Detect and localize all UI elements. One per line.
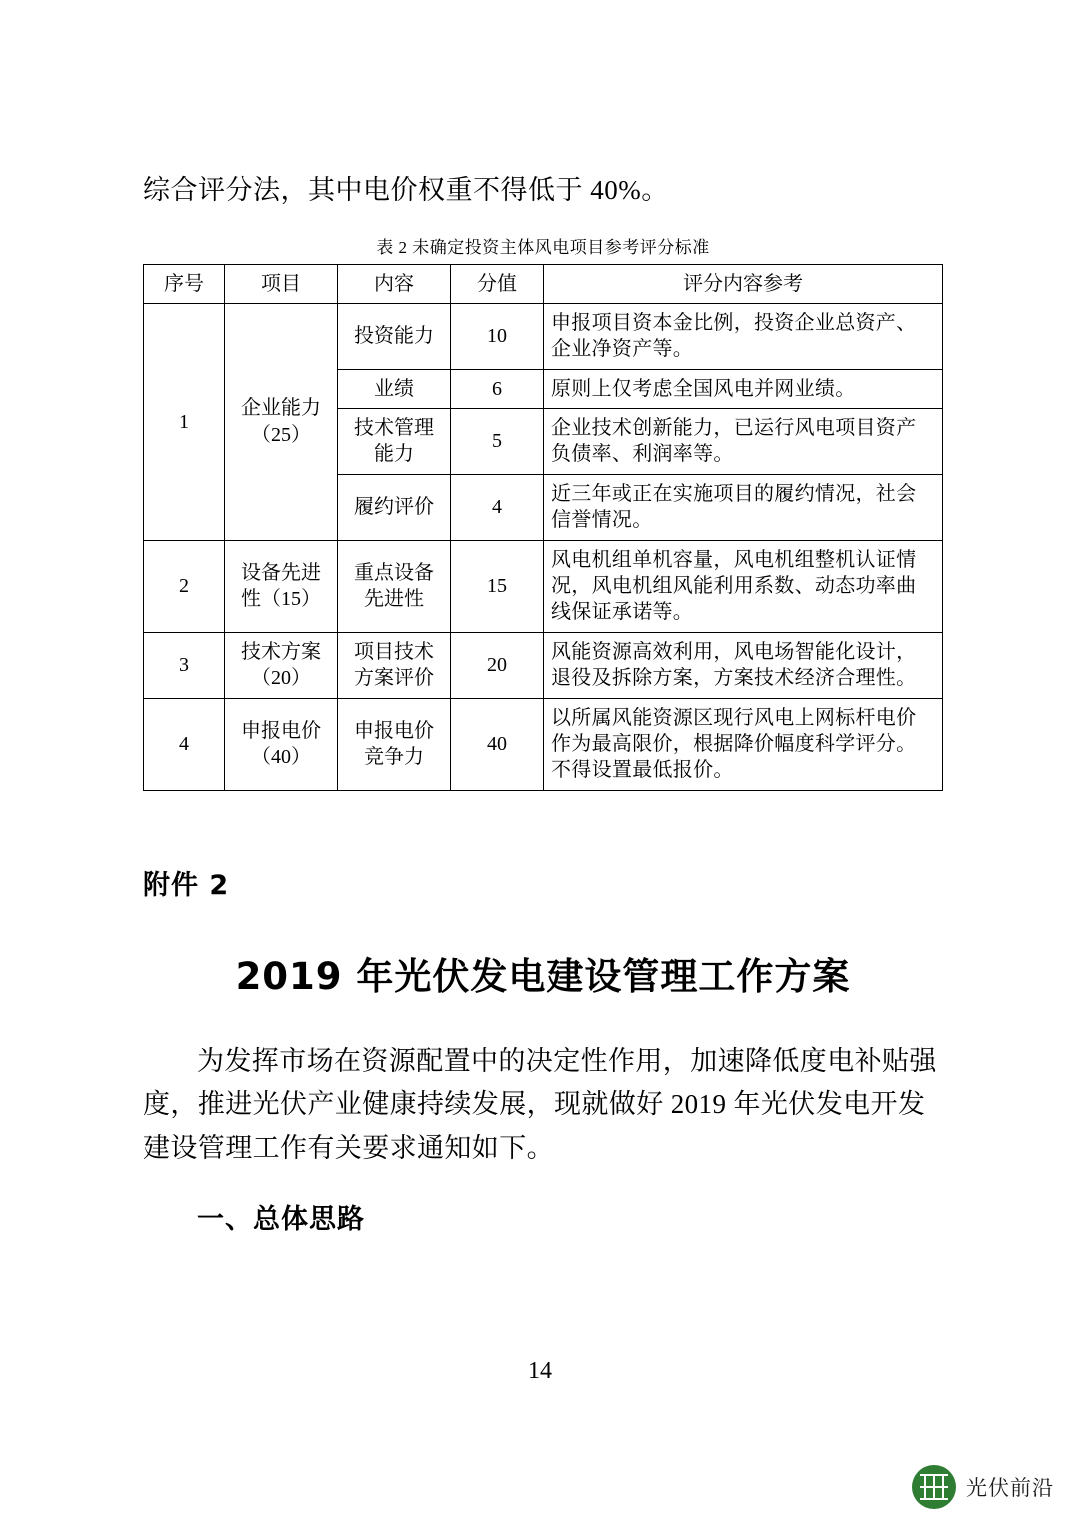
cell-item: 企业能力（25）: [225, 303, 338, 540]
cell-desc: 以所属风能资源区现行风电上网标杆电价作为最高限价，根据降价幅度科学评分。不得设置最低报价。: [544, 698, 943, 790]
document-content: [143, 0, 943, 1236]
table-header-row: [144, 264, 943, 303]
table-header-cell: 序号: [144, 264, 225, 303]
cell-score: 40: [451, 698, 544, 790]
cell-desc: 企业技术创新能力，已运行风电项目资产负债率、利润率等。: [544, 409, 943, 475]
table-header-cell: 内容: [338, 264, 451, 303]
table-row: [144, 303, 943, 369]
cell-desc: 原则上仅考虑全国风电并网业绩。: [544, 369, 943, 408]
cell-content: 履约评价: [338, 474, 451, 540]
cell-score: 5: [451, 409, 544, 475]
table-row: [144, 632, 943, 698]
cell-no: 3: [144, 632, 225, 698]
cell-desc: 风能资源高效利用，风电场智能化设计，退役及拆除方案，方案技术经济合理性。: [544, 632, 943, 698]
cell-desc: 近三年或正在实施项目的履约情况，社会信誉情况。: [544, 474, 943, 540]
cell-content: 投资能力: [338, 303, 451, 369]
cell-content: 重点设备先进性: [338, 540, 451, 632]
section-heading: 一、总体思路: [197, 1203, 365, 1235]
table-row: [144, 540, 943, 632]
cell-item: 技术方案（20）: [225, 632, 338, 698]
cell-score: 4: [451, 474, 544, 540]
cell-item: 申报电价（40）: [225, 698, 338, 790]
watermark-label: 光伏前沿: [966, 1476, 1054, 1500]
body-paragraph: 为发挥市场在资源配置中的决定性作用，加速降低度电补贴强度，推进光伏产业健康持续发展，现就做好 2019 年光伏发电开发建设管理工作有关要求通知如下。: [143, 1045, 937, 1164]
cell-no: 1: [144, 303, 225, 540]
attachment-label: 附件 2: [143, 869, 230, 901]
page-title: 2019 年光伏发电建设管理工作方案: [235, 954, 851, 998]
cell-content: 项目技术方案评价: [338, 632, 451, 698]
watermark: [912, 1465, 1054, 1509]
solar-panel-icon: [912, 1465, 956, 1509]
table-header-cell: 分值: [451, 264, 544, 303]
cell-score: 20: [451, 632, 544, 698]
table-header-cell: 评分内容参考: [544, 264, 943, 303]
cell-no: 4: [144, 698, 225, 790]
cell-desc: 风电机组单机容量，风电机组整机认证情况，风电机组风能利用系数、动态功率曲线保证承诺等。: [544, 540, 943, 632]
table-caption: 表 2 未确定投资主体风电项目参考评分标准: [376, 237, 710, 257]
cell-score: 6: [451, 369, 544, 408]
page-number: 14: [528, 1358, 552, 1384]
cell-content: 申报电价竞争力: [338, 698, 451, 790]
cell-no: 2: [144, 540, 225, 632]
cell-score: 15: [451, 540, 544, 632]
lead-paragraph: 综合评分法，其中电价权重不得低于 40%。: [143, 175, 669, 205]
cell-score: 10: [451, 303, 544, 369]
cell-item: 设备先进性（15）: [225, 540, 338, 632]
cell-content: 业绩: [338, 369, 451, 408]
table-header-cell: 项目: [225, 264, 338, 303]
table-row: [144, 698, 943, 790]
cell-desc: 申报项目资本金比例，投资企业总资产、企业净资产等。: [544, 303, 943, 369]
cell-content: 技术管理能力: [338, 409, 451, 475]
scoring-criteria-table: [143, 264, 943, 791]
